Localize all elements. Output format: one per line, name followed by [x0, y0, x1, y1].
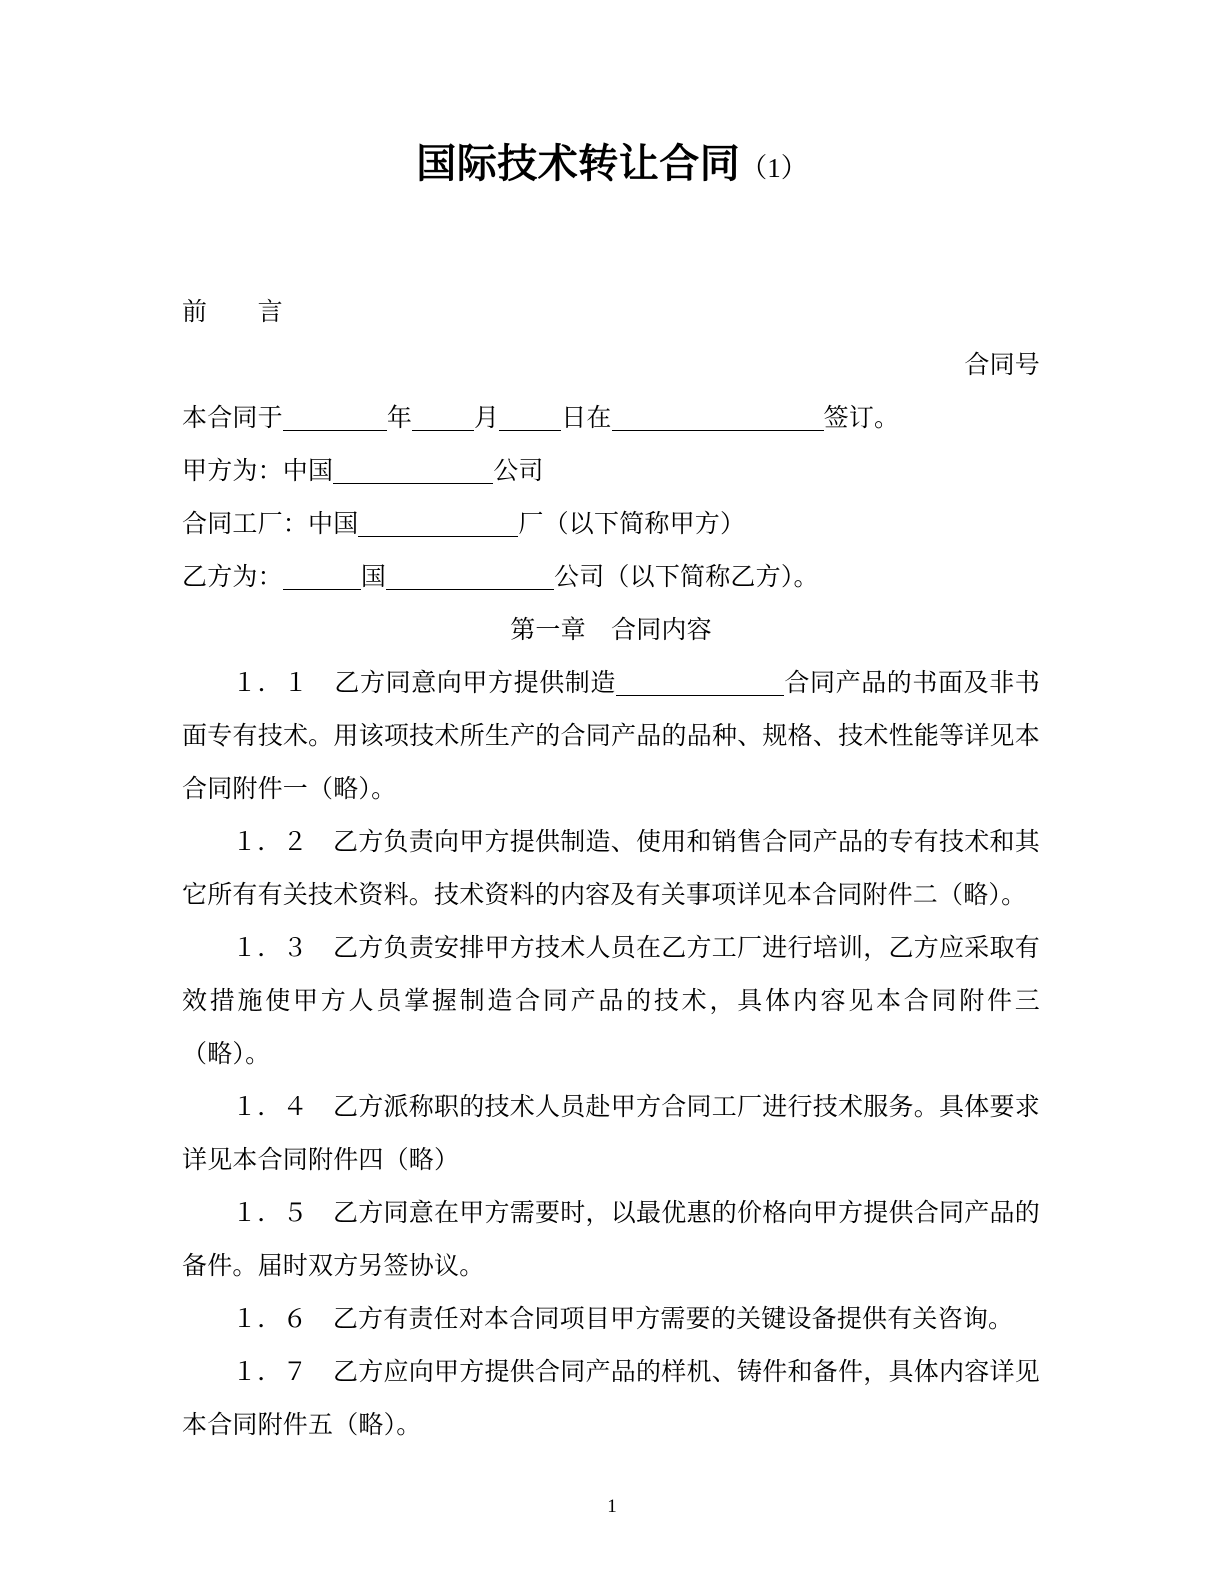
clause-1-4-number: １．４ [232, 1094, 308, 1121]
signing-date-line [182, 392, 1040, 445]
clause-1-6 [182, 1293, 1040, 1346]
clause-spacer [309, 670, 335, 697]
preamble-heading: 前 言 [182, 299, 283, 326]
contract-factory-prefix: 合同工厂：中国 [182, 511, 359, 538]
clause-1-7-text: 乙方应向甲方提供合同产品的样机、铸件和备件，具体内容详见本合同附件五（略）。 [182, 1359, 1041, 1439]
page-title [0, 132, 1224, 189]
clause-spacer [308, 1359, 333, 1386]
contract-factory-blank [358, 511, 518, 537]
clause-spacer [308, 1306, 333, 1333]
clause-1-1-text-before: 乙方同意向甲方提供制造 [334, 670, 616, 697]
clause-spacer [308, 1094, 333, 1121]
party-b-line [182, 551, 1040, 604]
clause-1-2-number: １．２ [232, 829, 308, 856]
document-body [182, 286, 1040, 1452]
contract-factory-line [182, 498, 1040, 551]
clause-spacer [308, 935, 333, 962]
party-b-company-blank [386, 564, 554, 590]
clause-1-2-text: 乙方负责向甲方提供制造、使用和销售合同产品的专有技术和其它所有有关技术资料。技术资料的内容及有关事项详见本合同附件二（略）。 [182, 829, 1041, 909]
clause-1-3-number: １．３ [232, 935, 308, 962]
clause-1-5-text: 乙方同意在甲方需要时，以最优惠的价格向甲方提供合同产品的备件。届时双方另签协议。 [182, 1200, 1041, 1280]
clause-1-1-blank [616, 670, 784, 696]
clause-1-1-number: １．１ [232, 670, 309, 697]
page-number: 1 [607, 1496, 617, 1517]
chapter-heading: 第一章 合同内容 [510, 617, 712, 644]
year-blank [283, 405, 387, 431]
party-a-line [182, 445, 1040, 498]
month-blank [412, 405, 474, 431]
signing-date-prefix: 本合同于 [182, 405, 283, 432]
clause-1-3 [182, 922, 1040, 1081]
contract-factory-suffix: 厂（以下简称甲方） [518, 511, 746, 538]
party-b-suffix: 公司（以下简称乙方）。 [554, 564, 819, 591]
clause-spacer [308, 1200, 333, 1227]
month-label: 月 [474, 405, 500, 432]
day-blank [499, 405, 561, 431]
clause-1-7 [182, 1346, 1040, 1452]
clause-1-7-number: １．７ [232, 1359, 308, 1386]
clause-1-5-number: １．５ [232, 1200, 308, 1227]
party-b-prefix: 乙方为： [182, 564, 283, 591]
clause-1-6-text: 乙方有责任对本合同项目甲方需要的关键设备提供有关咨询。 [332, 1306, 1014, 1333]
party-b-middle: 国 [360, 564, 387, 591]
place-blank [612, 405, 824, 431]
page-title-suffix: （1） [740, 153, 808, 183]
party-a-prefix: 甲方为：中国 [182, 458, 334, 485]
clause-1-4-text: 乙方派称职的技术人员赴甲方合同工厂进行技术服务。具体要求详见本合同附件四（略） [182, 1094, 1041, 1174]
clause-1-4 [182, 1081, 1040, 1187]
clause-1-2 [182, 816, 1040, 922]
contract-number-label: 合同号 [964, 352, 1040, 379]
clause-1-6-number: １．６ [232, 1306, 308, 1333]
party-a-blank [333, 458, 493, 484]
day-label: 日在 [561, 405, 612, 432]
clause-1-1-text-after: 合同产品的书面及非书面专有技术。用该项技术所生产的合同产品的品种、规格、技术性能等详见本合同附件一（略）。 [182, 670, 1040, 803]
clause-1-5 [182, 1187, 1040, 1293]
clause-1-1 [182, 657, 1040, 816]
year-label: 年 [386, 405, 413, 432]
page-title-main: 国际技术转让合同 [416, 141, 741, 187]
party-b-country-blank [283, 564, 361, 590]
party-a-suffix: 公司 [493, 458, 544, 485]
signing-suffix: 签订。 [823, 405, 900, 432]
clause-spacer [308, 829, 333, 856]
clause-1-3-text: 乙方负责安排甲方技术人员在乙方工厂进行培训，乙方应采取有效措施使甲方人员掌握制造合同产品的技术，具体内容见本合同附件三（略）。 [182, 935, 1041, 1068]
